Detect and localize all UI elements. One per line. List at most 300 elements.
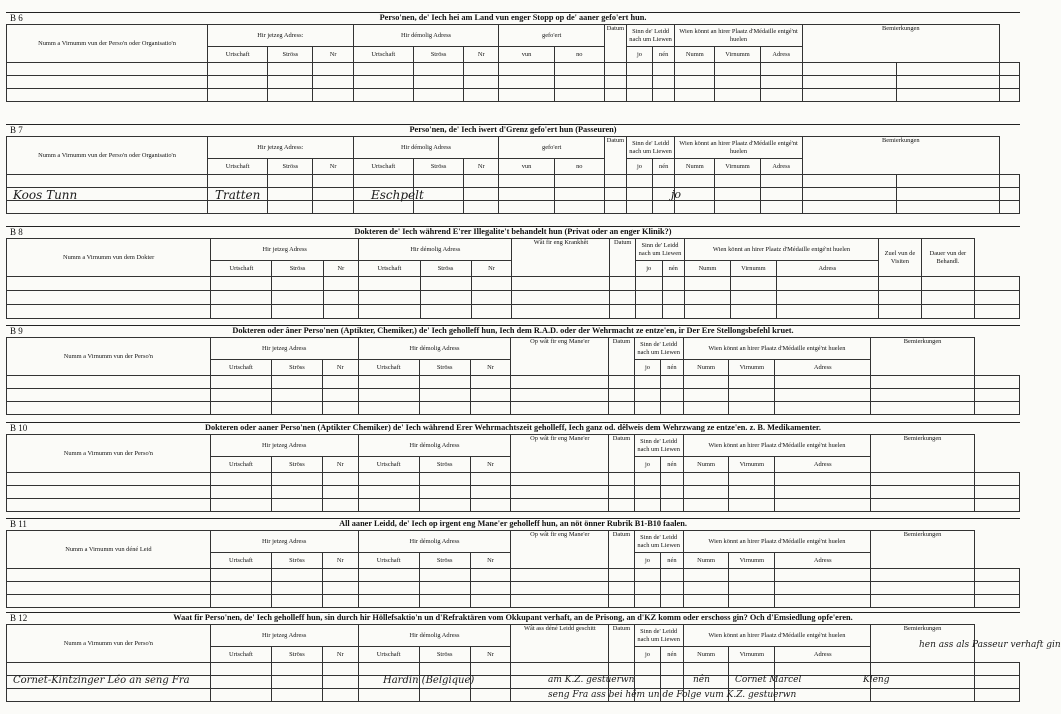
entry-cell[interactable]: [358, 402, 419, 415]
entry-cell[interactable]: [609, 389, 634, 402]
entry-cell[interactable]: [511, 376, 609, 389]
entry-cell[interactable]: [760, 63, 802, 76]
entry-cell[interactable]: [626, 76, 652, 89]
entry-cell[interactable]: [7, 402, 211, 415]
entry-cell[interactable]: [323, 291, 359, 305]
entry-cell[interactable]: [975, 595, 1020, 608]
entry-cell[interactable]: [471, 291, 512, 305]
entry-cell[interactable]: [634, 569, 660, 582]
entry-cell[interactable]: [322, 595, 358, 608]
entry-cell[interactable]: [511, 473, 609, 486]
entry-cell[interactable]: [7, 663, 211, 676]
entry-cell[interactable]: [7, 569, 211, 582]
entry-cell[interactable]: [271, 676, 322, 689]
entry-cell[interactable]: [271, 569, 322, 582]
entry-cell[interactable]: [511, 389, 609, 402]
entry-cell[interactable]: [272, 305, 323, 319]
entry-cell[interactable]: [470, 499, 511, 512]
entry-cell[interactable]: [871, 663, 975, 676]
entry-cell[interactable]: [511, 486, 609, 499]
entry-cell[interactable]: [511, 595, 609, 608]
entry-cell[interactable]: [359, 291, 420, 305]
entry-cell[interactable]: [499, 63, 554, 76]
entry-cell[interactable]: [974, 291, 1019, 305]
entry-cell[interactable]: [470, 389, 511, 402]
entry-cell[interactable]: [653, 175, 675, 188]
entry-cell[interactable]: [419, 473, 470, 486]
entry-cell[interactable]: [7, 291, 211, 305]
entry-cell[interactable]: [554, 188, 604, 201]
entry-cell[interactable]: [358, 376, 419, 389]
entry-cell[interactable]: [683, 376, 729, 389]
entry-cell[interactable]: [610, 291, 636, 305]
entry-cell[interactable]: [210, 389, 271, 402]
entry-cell[interactable]: [871, 473, 975, 486]
entry-cell[interactable]: [7, 376, 211, 389]
entry-cell[interactable]: [760, 188, 802, 201]
entry-cell[interactable]: [975, 582, 1020, 595]
entry-cell[interactable]: [211, 305, 272, 319]
entry-cell[interactable]: [470, 689, 511, 702]
entry-cell[interactable]: [207, 89, 267, 102]
entry-cell[interactable]: [210, 376, 271, 389]
entry-cell[interactable]: [634, 402, 660, 415]
entry-cell[interactable]: [653, 89, 675, 102]
entry-cell[interactable]: [661, 486, 683, 499]
entry-cell[interactable]: [675, 201, 715, 214]
entry-cell[interactable]: [358, 486, 419, 499]
entry-cell[interactable]: [7, 486, 211, 499]
entry-cell[interactable]: [999, 89, 1019, 102]
entry-cell[interactable]: [921, 305, 974, 319]
entry-cell[interactable]: [715, 175, 760, 188]
entry-cell[interactable]: [634, 676, 660, 689]
entry-cell[interactable]: [634, 595, 660, 608]
entry-cell[interactable]: [322, 376, 358, 389]
entry-cell[interactable]: [715, 188, 760, 201]
entry-cell[interactable]: [775, 486, 871, 499]
entry-cell[interactable]: [210, 595, 271, 608]
entry-cell[interactable]: [419, 499, 470, 512]
entry-cell[interactable]: [511, 569, 609, 582]
entry-cell[interactable]: [635, 305, 662, 319]
entry-cell[interactable]: [802, 76, 896, 89]
entry-cell[interactable]: [661, 582, 683, 595]
entry-cell[interactable]: [975, 402, 1020, 415]
entry-cell[interactable]: [268, 63, 313, 76]
entry-cell[interactable]: [775, 499, 871, 512]
entry-cell[interactable]: [610, 277, 636, 291]
entry-cell[interactable]: [683, 595, 729, 608]
entry-cell[interactable]: [775, 402, 871, 415]
entry-cell[interactable]: [359, 305, 420, 319]
entry-cell[interactable]: [610, 305, 636, 319]
entry-cell[interactable]: [358, 689, 419, 702]
entry-cell[interactable]: [322, 486, 358, 499]
entry-cell[interactable]: [626, 89, 652, 102]
entry-cell[interactable]: [358, 499, 419, 512]
entry-cell[interactable]: [760, 76, 802, 89]
entry-cell[interactable]: [775, 582, 871, 595]
entry-cell[interactable]: [211, 277, 272, 291]
entry-cell[interactable]: [7, 473, 211, 486]
entry-cell[interactable]: [7, 89, 208, 102]
entry-cell[interactable]: [729, 582, 775, 595]
entry-cell[interactable]: [626, 201, 652, 214]
entry-cell[interactable]: [7, 201, 208, 214]
entry-cell[interactable]: [554, 89, 604, 102]
entry-cell[interactable]: [626, 63, 652, 76]
entry-cell[interactable]: [730, 305, 776, 319]
entry-cell[interactable]: [661, 389, 683, 402]
entry-cell[interactable]: [871, 569, 975, 582]
entry-cell[interactable]: [626, 188, 652, 201]
entry-cell[interactable]: [419, 689, 470, 702]
entry-cell[interactable]: [211, 291, 272, 305]
entry-cell[interactable]: [419, 376, 470, 389]
entry-cell[interactable]: [878, 277, 921, 291]
entry-cell[interactable]: [661, 595, 683, 608]
entry-cell[interactable]: [653, 63, 675, 76]
entry-cell[interactable]: [268, 89, 313, 102]
entry-cell[interactable]: [511, 582, 609, 595]
entry-cell[interactable]: [358, 595, 419, 608]
entry-cell[interactable]: [684, 277, 730, 291]
entry-cell[interactable]: [729, 486, 775, 499]
entry-cell[interactable]: [210, 689, 271, 702]
entry-cell[interactable]: [511, 663, 609, 676]
entry-cell[interactable]: [353, 76, 413, 89]
entry-cell[interactable]: [322, 663, 358, 676]
entry-cell[interactable]: [470, 569, 511, 582]
entry-cell[interactable]: [313, 63, 353, 76]
entry-cell[interactable]: [802, 63, 896, 76]
entry-cell[interactable]: [897, 63, 1000, 76]
entry-cell[interactable]: [313, 175, 353, 188]
entry-cell[interactable]: [802, 89, 896, 102]
entry-cell[interactable]: [683, 486, 729, 499]
entry-cell[interactable]: [775, 663, 871, 676]
entry-cell[interactable]: [871, 389, 975, 402]
entry-cell[interactable]: [470, 595, 511, 608]
entry-cell[interactable]: [512, 305, 610, 319]
entry-cell[interactable]: [272, 277, 323, 291]
entry-cell[interactable]: [683, 569, 729, 582]
entry-cell[interactable]: [207, 201, 267, 214]
entry-cell[interactable]: [634, 663, 660, 676]
entry-cell[interactable]: [554, 63, 604, 76]
entry-cell[interactable]: [419, 389, 470, 402]
entry-cell[interactable]: [609, 402, 634, 415]
entry-cell[interactable]: [7, 175, 208, 188]
entry-cell[interactable]: [729, 595, 775, 608]
entry-cell[interactable]: [729, 389, 775, 402]
entry-cell[interactable]: [683, 389, 729, 402]
entry-cell[interactable]: [975, 473, 1020, 486]
entry-cell[interactable]: [729, 499, 775, 512]
entry-cell[interactable]: [775, 376, 871, 389]
entry-cell[interactable]: [413, 63, 463, 76]
entry-cell[interactable]: [729, 569, 775, 582]
entry-cell[interactable]: [626, 175, 652, 188]
entry-cell[interactable]: [353, 89, 413, 102]
entry-cell[interactable]: [661, 376, 683, 389]
entry-cell[interactable]: [268, 175, 313, 188]
entry-cell[interactable]: [775, 389, 871, 402]
entry-cell[interactable]: [634, 389, 660, 402]
entry-cell[interactable]: [609, 499, 634, 512]
entry-cell[interactable]: [420, 277, 471, 291]
entry-cell[interactable]: [609, 569, 634, 582]
entry-cell[interactable]: [802, 175, 896, 188]
entry-cell[interactable]: [975, 486, 1020, 499]
entry-cell[interactable]: [661, 499, 683, 512]
entry-cell[interactable]: [609, 582, 634, 595]
entry-cell[interactable]: [358, 473, 419, 486]
entry-cell[interactable]: [419, 402, 470, 415]
entry-cell[interactable]: [499, 76, 554, 89]
entry-cell[interactable]: [684, 291, 730, 305]
entry-cell[interactable]: [871, 486, 975, 499]
entry-cell[interactable]: [683, 402, 729, 415]
entry-cell[interactable]: [271, 376, 322, 389]
entry-cell[interactable]: [897, 76, 1000, 89]
entry-cell[interactable]: [7, 499, 211, 512]
entry-cell[interactable]: [470, 486, 511, 499]
entry-cell[interactable]: [207, 76, 267, 89]
entry-cell[interactable]: [775, 569, 871, 582]
entry-cell[interactable]: [729, 376, 775, 389]
entry-cell[interactable]: [413, 175, 463, 188]
entry-cell[interactable]: [776, 277, 878, 291]
entry-cell[interactable]: [999, 175, 1019, 188]
entry-cell[interactable]: [271, 663, 322, 676]
entry-cell[interactable]: [634, 376, 660, 389]
entry-cell[interactable]: [921, 277, 974, 291]
entry-cell[interactable]: [609, 595, 634, 608]
entry-cell[interactable]: [871, 402, 975, 415]
entry-cell[interactable]: [897, 89, 1000, 102]
entry-cell[interactable]: [271, 402, 322, 415]
entry-cell[interactable]: [470, 402, 511, 415]
entry-cell[interactable]: [420, 291, 471, 305]
entry-cell[interactable]: [271, 582, 322, 595]
entry-cell[interactable]: [729, 402, 775, 415]
entry-cell[interactable]: [7, 277, 211, 291]
entry-cell[interactable]: [413, 89, 463, 102]
entry-cell[interactable]: [662, 277, 684, 291]
entry-cell[interactable]: [802, 201, 896, 214]
entry-cell[interactable]: [499, 175, 554, 188]
entry-cell[interactable]: [975, 499, 1020, 512]
entry-cell[interactable]: [419, 486, 470, 499]
entry-cell[interactable]: [271, 499, 322, 512]
entry-cell[interactable]: [210, 402, 271, 415]
entry-cell[interactable]: [662, 291, 684, 305]
entry-cell[interactable]: [661, 569, 683, 582]
entry-cell[interactable]: [323, 305, 359, 319]
entry-cell[interactable]: [271, 595, 322, 608]
entry-cell[interactable]: [775, 473, 871, 486]
entry-cell[interactable]: [802, 188, 896, 201]
entry-cell[interactable]: [715, 76, 760, 89]
entry-cell[interactable]: [353, 201, 413, 214]
entry-cell[interactable]: [210, 582, 271, 595]
entry-cell[interactable]: [683, 663, 729, 676]
entry-cell[interactable]: [471, 305, 512, 319]
entry-cell[interactable]: [499, 201, 554, 214]
entry-cell[interactable]: [464, 175, 499, 188]
entry-cell[interactable]: [975, 676, 1020, 689]
entry-cell[interactable]: [413, 76, 463, 89]
entry-cell[interactable]: [675, 76, 715, 89]
entry-cell[interactable]: [675, 89, 715, 102]
entry-cell[interactable]: [322, 569, 358, 582]
entry-cell[interactable]: [604, 175, 626, 188]
entry-cell[interactable]: [609, 663, 634, 676]
entry-cell[interactable]: [471, 277, 512, 291]
entry-cell[interactable]: [323, 277, 359, 291]
entry-cell[interactable]: [358, 569, 419, 582]
entry-cell[interactable]: [210, 473, 271, 486]
entry-cell[interactable]: [974, 305, 1019, 319]
entry-cell[interactable]: [974, 277, 1019, 291]
entry-cell[interactable]: [322, 389, 358, 402]
entry-cell[interactable]: [653, 201, 675, 214]
entry-cell[interactable]: [634, 582, 660, 595]
entry-cell[interactable]: [464, 89, 499, 102]
entry-cell[interactable]: [878, 291, 921, 305]
entry-cell[interactable]: [358, 389, 419, 402]
entry-cell[interactable]: [322, 676, 358, 689]
entry-cell[interactable]: [322, 689, 358, 702]
entry-cell[interactable]: [470, 663, 511, 676]
entry-cell[interactable]: [511, 402, 609, 415]
entry-cell[interactable]: [7, 305, 211, 319]
entry-cell[interactable]: [999, 201, 1019, 214]
entry-cell[interactable]: [715, 89, 760, 102]
entry-cell[interactable]: [604, 188, 626, 201]
entry-cell[interactable]: [635, 291, 662, 305]
entry-cell[interactable]: [975, 389, 1020, 402]
entry-cell[interactable]: [675, 175, 715, 188]
entry-cell[interactable]: [661, 663, 683, 676]
entry-cell[interactable]: [775, 595, 871, 608]
entry-cell[interactable]: [353, 175, 413, 188]
entry-cell[interactable]: [897, 188, 1000, 201]
entry-cell[interactable]: [512, 277, 610, 291]
entry-cell[interactable]: [871, 582, 975, 595]
entry-cell[interactable]: [760, 89, 802, 102]
entry-cell[interactable]: [420, 305, 471, 319]
entry-cell[interactable]: [729, 663, 775, 676]
entry-cell[interactable]: [604, 89, 626, 102]
entry-cell[interactable]: [554, 201, 604, 214]
entry-cell[interactable]: [760, 201, 802, 214]
entry-cell[interactable]: [353, 63, 413, 76]
entry-cell[interactable]: [871, 376, 975, 389]
entry-cell[interactable]: [7, 389, 211, 402]
entry-cell[interactable]: [313, 201, 353, 214]
entry-cell[interactable]: [661, 473, 683, 486]
entry-cell[interactable]: [653, 76, 675, 89]
entry-cell[interactable]: [776, 305, 878, 319]
entry-cell[interactable]: [272, 291, 323, 305]
entry-cell[interactable]: [210, 486, 271, 499]
entry-cell[interactable]: [999, 188, 1019, 201]
entry-cell[interactable]: [661, 676, 683, 689]
entry-cell[interactable]: [464, 76, 499, 89]
entry-cell[interactable]: [609, 486, 634, 499]
entry-cell[interactable]: [271, 689, 322, 702]
entry-cell[interactable]: [313, 89, 353, 102]
entry-cell[interactable]: [999, 63, 1019, 76]
entry-cell[interactable]: [662, 305, 684, 319]
entry-cell[interactable]: [470, 376, 511, 389]
entry-cell[interactable]: [683, 473, 729, 486]
entry-cell[interactable]: [921, 291, 974, 305]
entry-cell[interactable]: [313, 76, 353, 89]
entry-cell[interactable]: [322, 582, 358, 595]
entry-cell[interactable]: [464, 201, 499, 214]
entry-cell[interactable]: [358, 663, 419, 676]
entry-cell[interactable]: [464, 63, 499, 76]
entry-cell[interactable]: [609, 473, 634, 486]
entry-cell[interactable]: [730, 291, 776, 305]
entry-cell[interactable]: [271, 389, 322, 402]
entry-cell[interactable]: [604, 63, 626, 76]
entry-cell[interactable]: [419, 663, 470, 676]
entry-cell[interactable]: [871, 499, 975, 512]
entry-cell[interactable]: [499, 89, 554, 102]
entry-cell[interactable]: [554, 175, 604, 188]
entry-cell[interactable]: [470, 473, 511, 486]
entry-cell[interactable]: [7, 582, 211, 595]
entry-cell[interactable]: [715, 63, 760, 76]
entry-cell[interactable]: [730, 277, 776, 291]
entry-cell[interactable]: [999, 76, 1019, 89]
entry-cell[interactable]: [975, 569, 1020, 582]
entry-cell[interactable]: [7, 63, 208, 76]
entry-cell[interactable]: [413, 201, 463, 214]
entry-cell[interactable]: [271, 486, 322, 499]
entry-cell[interactable]: [760, 175, 802, 188]
entry-cell[interactable]: [776, 291, 878, 305]
entry-cell[interactable]: [871, 595, 975, 608]
entry-cell[interactable]: [358, 582, 419, 595]
entry-cell[interactable]: [897, 201, 1000, 214]
entry-cell[interactable]: [322, 499, 358, 512]
entry-cell[interactable]: [897, 175, 1000, 188]
entry-cell[interactable]: [634, 486, 660, 499]
entry-cell[interactable]: [322, 473, 358, 486]
entry-cell[interactable]: [511, 499, 609, 512]
entry-cell[interactable]: [419, 582, 470, 595]
entry-cell[interactable]: [210, 663, 271, 676]
entry-cell[interactable]: [675, 63, 715, 76]
entry-cell[interactable]: [7, 689, 211, 702]
entry-cell[interactable]: [661, 402, 683, 415]
entry-cell[interactable]: [322, 402, 358, 415]
entry-cell[interactable]: [419, 595, 470, 608]
entry-cell[interactable]: [878, 305, 921, 319]
entry-cell[interactable]: [554, 76, 604, 89]
entry-cell[interactable]: [609, 376, 634, 389]
entry-cell[interactable]: [715, 201, 760, 214]
entry-cell[interactable]: [268, 201, 313, 214]
entry-cell[interactable]: [512, 291, 610, 305]
entry-cell[interactable]: [359, 277, 420, 291]
